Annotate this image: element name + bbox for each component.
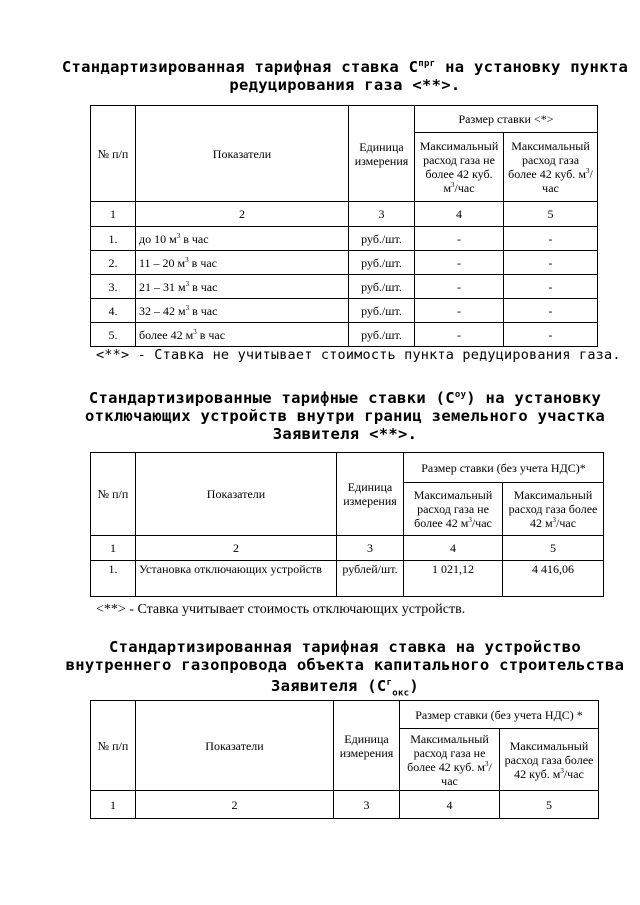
table-row: 1. Установка отключающих устройств рублей/шт. 1 021,12 4 416,06 bbox=[91, 561, 604, 597]
header-max-gt-42: Максимальный расход газа более 42 куб. $м^3$/час bbox=[500, 729, 599, 791]
header-unit: Единица измерения bbox=[349, 106, 415, 202]
table-row: 5. более 42 $м^3$ в час руб./шт. - - bbox=[91, 323, 598, 347]
header-max-gt-42: Максимальный расход газа более 42 куб. $м^3$/час bbox=[504, 133, 598, 202]
section2-title: Стандартизированные тарифные ставки $(С^{оу})$ на установку отключающих устройств внутри границ земельного участка Заявителя <**>. bbox=[84, 389, 606, 444]
header-indicators: Показатели bbox=[136, 701, 334, 791]
header-num: № п/п bbox=[91, 701, 136, 791]
table-row: 1. до 10 $м^3$ в час руб./шт. - - bbox=[91, 227, 598, 251]
section3-title: Стандартизированная тарифная ставка на устройство внутреннего газопровода объекта капитального строительства Заявителя $(С^г_{окс})$ bbox=[65, 638, 625, 699]
section1-table bbox=[90, 105, 598, 347]
header-indicators: Показатели bbox=[136, 453, 337, 536]
header-max-le-42: Максимальный расход газа не более 42 куб. $м^3$/час bbox=[415, 133, 504, 202]
header-max-le-42: Максимальный расход газа не более 42 $м^3$/час bbox=[404, 483, 503, 536]
section1-title: Стандартизированная тарифная ставка $С^{прг}$ на установку пункта редуцирования газа <**>. bbox=[61, 58, 629, 95]
column-number-row: 1 2 3 4 5 bbox=[91, 536, 604, 561]
section2-table bbox=[90, 452, 604, 597]
table-row: 2. 11 – 20 $м^3$ в час руб./шт. - - bbox=[91, 251, 598, 275]
header-rate-size: Размер ставки <*> bbox=[415, 106, 598, 133]
header-unit: Единица измерения bbox=[334, 701, 400, 791]
column-number-row: 1 2 3 4 5 bbox=[91, 791, 599, 819]
header-unit: Единица измерения bbox=[337, 453, 404, 536]
header-max-gt-42: Максимальный расход газа более 42 $м^3$/час bbox=[503, 483, 604, 536]
header-num: № п/п bbox=[91, 453, 136, 536]
section2-note: <**> - Ставка учитывает стоимость отключающих устройств. bbox=[96, 602, 466, 617]
header-rate-size: Размер ставки (без учета НДС) * bbox=[400, 701, 599, 729]
table-row: 4. 32 – 42 $м^3$ в час руб./шт. - - bbox=[91, 299, 598, 323]
header-max-le-42: Максимальный расход газа не более 42 куб. $м^3$/час bbox=[400, 729, 500, 791]
table-row: 3. 21 – 31 $м^3$ в час руб./шт. - - bbox=[91, 275, 598, 299]
header-indicators: Показатели bbox=[136, 106, 349, 202]
section3-table bbox=[90, 700, 599, 819]
header-rate-size: Размер ставки (без учета НДС)* bbox=[404, 453, 604, 483]
section1-note: <**> - Ставка не учитывает стоимость пункта редуцирования газа. bbox=[96, 347, 621, 363]
column-number-row: 1 2 3 4 5 bbox=[91, 202, 598, 227]
header-num: № п/п bbox=[91, 106, 136, 202]
